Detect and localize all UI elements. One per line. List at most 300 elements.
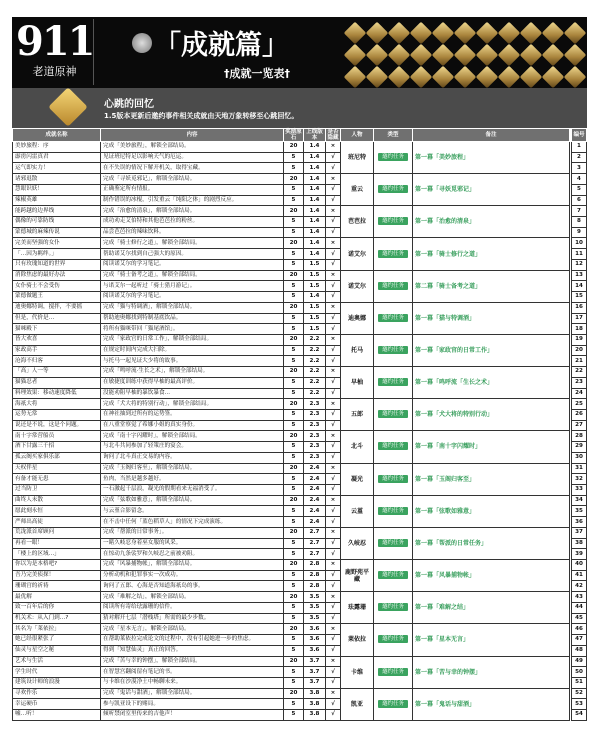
version: 2.4 — [304, 463, 326, 474]
type-cell — [374, 399, 413, 431]
character: 鹿野苑平藏 — [341, 560, 374, 592]
note: 第一幕「难解之结」 — [413, 592, 570, 624]
achievement-emblem-icon — [388, 66, 411, 89]
hidden-flag: √ — [326, 602, 341, 613]
type-cell — [374, 463, 413, 495]
hidden-flag: √ — [326, 667, 341, 678]
table-row — [13, 399, 587, 410]
achievement-content: 完成「弦歌如雅意」，解锁全部结局。 — [101, 495, 284, 506]
hidden-flag: × — [326, 206, 341, 217]
row-number: 51 — [572, 677, 587, 688]
achievement-name: 南十字常营船员 — [13, 431, 101, 442]
achievement-content: 倾听禁闭室里传来的吉他声！ — [101, 710, 284, 721]
row-number: 31 — [572, 463, 587, 474]
reward-primogems: 5 — [284, 581, 304, 592]
achievement-emblem-icon — [344, 66, 367, 89]
row-number: 13 — [572, 270, 587, 281]
achievement-table — [12, 128, 587, 721]
achievement-emblem-icon — [498, 22, 521, 45]
table-row — [13, 688, 587, 699]
type-badge: 邀约任务 — [378, 346, 408, 354]
hidden-flag: √ — [326, 452, 341, 463]
achievement-emblem-icon — [476, 44, 499, 67]
version: 2.2 — [304, 334, 326, 345]
row-number: 30 — [572, 452, 587, 463]
achievement-name: 女仆骑士不会受伤 — [13, 281, 101, 292]
hidden-flag: √ — [326, 163, 341, 174]
type-cell — [374, 206, 413, 238]
achievement-content: 一石激起千层浪，凝光的假期看来无福消受了。 — [101, 485, 284, 496]
reward-primogems: 5 — [284, 313, 304, 324]
row-number: 24 — [572, 388, 587, 399]
achievement-emblem-icon — [542, 66, 565, 89]
row-number: 4 — [572, 174, 587, 185]
achievement-emblem-icon — [520, 44, 543, 67]
achievement-name: 只有玫瑰知道的世界 — [13, 259, 101, 270]
achievement-name: 其名为「莱依拉」 — [13, 624, 101, 635]
hidden-flag: √ — [326, 217, 341, 228]
type-cell — [374, 238, 413, 270]
version: 3.7 — [304, 677, 326, 688]
version: 2.7 — [304, 527, 326, 538]
achievement-content: 与卡维在沙漠净土中畅聊未来。 — [101, 677, 284, 688]
achievement-content: 与云堇合影留念。 — [101, 506, 284, 517]
reward-primogems: 5 — [284, 217, 304, 228]
reward-primogems: 5 — [284, 645, 304, 656]
row-number: 46 — [572, 624, 587, 635]
hidden-flag: √ — [326, 570, 341, 581]
achievement-emblem-icon — [476, 66, 499, 89]
achievement-emblem-icon — [388, 44, 411, 67]
achievement-name: 完美而坚强的女仆 — [13, 238, 101, 249]
reward-primogems: 5 — [284, 635, 304, 646]
type-cell — [374, 688, 413, 720]
hidden-flag: × — [326, 656, 341, 667]
achievement-content: 没能劝阻早柚的暴饮暴食… — [101, 388, 284, 399]
achievement-name: 吾乃完美侦探！ — [13, 570, 101, 581]
reward-primogems: 5 — [284, 538, 304, 549]
banner — [12, 17, 587, 88]
type-badge: 邀约任务 — [378, 250, 408, 258]
row-number: 50 — [572, 667, 587, 678]
hidden-flag: √ — [326, 677, 341, 688]
hidden-flag: × — [326, 527, 341, 538]
row-number: 45 — [572, 613, 587, 624]
table-row — [13, 334, 587, 345]
hidden-flag: × — [326, 463, 341, 474]
achievement-content: 在智慧宫翻阅留有笔记的书。 — [101, 667, 284, 678]
row-number: 16 — [572, 302, 587, 313]
type-badge: 邀约任务 — [378, 539, 408, 547]
note: 第一幕「鸣呼流「生长之术」 — [413, 367, 570, 399]
achievement-emblem-icon — [366, 44, 389, 67]
table-row — [13, 592, 587, 603]
achievement-content: 完成「星本无言」，解锁全部结局。 — [101, 624, 284, 635]
achievement-name: 最优解 — [13, 592, 101, 603]
achievement-content: 完成「美妙旅程」，解锁全部结局。 — [101, 142, 284, 153]
type-badge: 邀约任务 — [378, 475, 408, 483]
row-number: 44 — [572, 602, 587, 613]
reward-primogems: 5 — [284, 152, 304, 163]
reward-primogems: 5 — [284, 485, 304, 496]
achievement-name: 机关术：从入门到…? — [13, 613, 101, 624]
reward-primogems: 5 — [284, 324, 304, 335]
character: 诺艾尔 — [341, 270, 374, 302]
version: 3.8 — [304, 688, 326, 699]
reward-primogems: 20 — [284, 302, 304, 313]
header-note: 备注 — [413, 129, 570, 142]
hidden-flag: √ — [326, 710, 341, 721]
row-number: 20 — [572, 345, 587, 356]
achievement-name: 运势无常 — [13, 409, 101, 420]
row-number: 42 — [572, 581, 587, 592]
version: 2.2 — [304, 377, 326, 388]
character: 重云 — [341, 174, 374, 206]
reward-primogems: 5 — [284, 281, 304, 292]
achievement-content: 一睹久岐忍身着巫女服的风采。 — [101, 538, 284, 549]
character: 诺艾尔 — [341, 238, 374, 270]
achievement-name: 美妙旅程：序 — [13, 142, 101, 153]
reward-primogems: 20 — [284, 270, 304, 281]
reward-primogems: 5 — [284, 442, 304, 453]
row-number: 52 — [572, 688, 587, 699]
reward-primogems: 20 — [284, 206, 304, 217]
type-cell — [374, 560, 413, 592]
note: 第一幕「玉阁归客至」 — [413, 463, 570, 495]
reward-primogems: 5 — [284, 388, 304, 399]
hidden-flag: √ — [326, 699, 341, 710]
reward-primogems: 5 — [284, 259, 304, 270]
version: 2.2 — [304, 367, 326, 378]
type-cell — [374, 592, 413, 624]
reward-primogems: 5 — [284, 292, 304, 303]
hidden-flag: √ — [326, 377, 341, 388]
reward-primogems: 20 — [284, 174, 304, 185]
type-cell — [374, 624, 413, 656]
reward-primogems: 5 — [284, 249, 304, 260]
version: 1.4 — [304, 152, 326, 163]
reward-primogems: 5 — [284, 710, 304, 721]
header-version: 上线版本 — [304, 129, 326, 142]
version: 1.5 — [304, 313, 326, 324]
achievement-emblem-icon — [564, 22, 587, 45]
achievement-name: 说还是不说，这是个问题。 — [13, 420, 101, 431]
achievement-name: 诸邪退散 — [13, 174, 101, 185]
hidden-flag: × — [326, 399, 341, 410]
achievement-emblem-icon — [410, 22, 433, 45]
achievement-content: 完成「家政官的日常工作」，解锁全部结局。 — [101, 334, 284, 345]
hidden-flag: × — [326, 431, 341, 442]
reward-primogems: 5 — [284, 549, 304, 560]
version: 2.3 — [304, 452, 326, 463]
note: 第二幕「骑士备考之道」 — [413, 270, 570, 302]
type-badge: 邀约任务 — [378, 603, 408, 611]
version: 1.4 — [304, 206, 326, 217]
character: 云堇 — [341, 495, 374, 527]
version: 3.5 — [304, 602, 326, 613]
version: 2.2 — [304, 388, 326, 399]
achievement-content: 完成「苦与幸的钟摆」，解锁全部结局。 — [101, 656, 284, 667]
achievement-emblem-icon — [432, 66, 455, 89]
reward-primogems: 5 — [284, 377, 304, 388]
header-character: 人物 — [341, 129, 374, 142]
hidden-flag: √ — [326, 645, 341, 656]
character: 久岐忍 — [341, 527, 374, 559]
version: 3.8 — [304, 699, 326, 710]
hidden-flag: × — [326, 688, 341, 699]
row-number: 21 — [572, 356, 587, 367]
achievement-content: 完成「骑士备考之道」，解锁全部结局。 — [101, 270, 284, 281]
section-header — [12, 88, 587, 128]
achievement-content: 完成「骑士修行之道」，解锁全部结局。 — [101, 238, 284, 249]
achievement-name: 「高」人一等 — [13, 367, 101, 378]
achievement-emblem-icon — [410, 66, 433, 89]
hidden-flag: √ — [326, 635, 341, 646]
achievement-name: 蒙德做题王 — [13, 292, 101, 303]
note: 第一幕「苦与幸的钟摆」 — [413, 656, 570, 688]
hidden-flag: √ — [326, 259, 341, 270]
reward-primogems: 20 — [284, 527, 304, 538]
achievement-content: 在敏捷度训练中获得早柚的最高评价。 — [101, 377, 284, 388]
achievement-content: 分析动机和犯罪事实一次成功。 — [101, 570, 284, 581]
hidden-flag: × — [326, 624, 341, 635]
reward-primogems: 5 — [284, 613, 304, 624]
section-description: 1.5版本更新后邀约事件相关成就由天地万象转移至心跳回忆。 — [104, 112, 299, 120]
note: 第一幕「家政官的日常工作」 — [413, 334, 570, 366]
row-number: 2 — [572, 152, 587, 163]
version: 1.5 — [304, 302, 326, 313]
type-cell — [374, 495, 413, 527]
row-number: 54 — [572, 710, 587, 721]
emblem-icon — [132, 33, 152, 53]
achievement-content: 阅读诺艾尔的学习笔记。 — [101, 292, 284, 303]
type-cell — [374, 431, 413, 463]
hidden-flag: √ — [326, 420, 341, 431]
achievement-content: 鱼肉，当然是越多越好。 — [101, 474, 284, 485]
version: 2.8 — [304, 581, 326, 592]
header-reward: 奖励原石 — [285, 129, 302, 141]
table-row — [13, 624, 587, 635]
version: 2.3 — [304, 442, 326, 453]
achievement-emblem-icon — [520, 66, 543, 89]
version: 1.5 — [304, 270, 326, 281]
achievement-name: 消除焦虑的最好办法 — [13, 270, 101, 281]
achievement-emblem-icon — [542, 22, 565, 45]
type-cell — [374, 174, 413, 206]
version: 1.5 — [304, 324, 326, 335]
hidden-flag: × — [326, 174, 341, 185]
reward-primogems: 5 — [284, 699, 304, 710]
hidden-flag: √ — [326, 409, 341, 420]
achievement-name: 过当防卫 — [13, 485, 101, 496]
row-number: 38 — [572, 538, 587, 549]
version: 2.4 — [304, 474, 326, 485]
reward-primogems: 5 — [284, 517, 304, 528]
character: 迪奥娜 — [341, 302, 374, 334]
type-badge: 邀约任务 — [378, 635, 408, 643]
hidden-flag: √ — [326, 195, 341, 206]
hidden-flag: × — [326, 495, 341, 506]
version: 1.4 — [304, 195, 326, 206]
character: 芭芭拉 — [341, 206, 374, 238]
character: 托马 — [341, 334, 374, 366]
achievement-content: 得到「知慧仙灵」真正的回答。 — [101, 645, 284, 656]
row-number: 47 — [572, 635, 587, 646]
achievement-name: 致一百年后的你 — [13, 602, 101, 613]
achievement-name: 她已经很紧张了 — [13, 635, 101, 646]
note: 第一幕「寻妖觅邪记」 — [413, 174, 570, 206]
achievement-content: 完成「鸣呼流·生长之术」，解锁全部结局。 — [101, 367, 284, 378]
achievement-name: 酒下甘露三千招 — [13, 442, 101, 453]
hidden-flag: × — [326, 592, 341, 603]
hidden-flag: √ — [326, 227, 341, 238]
hidden-flag: √ — [326, 581, 341, 592]
hidden-flag: √ — [326, 506, 341, 517]
achievement-emblem-icon — [454, 22, 477, 45]
achievement-content: 与北斗共同参加了轻策庄的宴会。 — [101, 442, 284, 453]
header-name: 成就名称 — [13, 129, 101, 142]
hidden-flag: √ — [326, 345, 341, 356]
note: 第一幕「猫与特调酒」 — [413, 302, 570, 334]
reward-primogems: 5 — [284, 420, 304, 431]
hidden-flag: √ — [326, 474, 341, 485]
header-content: 内容 — [101, 129, 284, 142]
version: 1.4 — [304, 163, 326, 174]
version: 2.7 — [304, 549, 326, 560]
achievement-content: 在帮助莱依拉完成论文的过程中，没有引起她进一步的焦虑。 — [101, 635, 284, 646]
version: 2.3 — [304, 431, 326, 442]
type-cell — [374, 270, 413, 302]
achievement-name: 猫咪殿下 — [13, 324, 101, 335]
version: 3.6 — [304, 624, 326, 635]
version: 3.7 — [304, 656, 326, 667]
achievement-name: 寻欢作乐 — [13, 688, 101, 699]
logo: 911 老道原神 — [16, 19, 94, 85]
row-number: 7 — [572, 206, 587, 217]
achievement-content: 完成「治愈的清泉」，解锁全部结局。 — [101, 206, 284, 217]
type-badge: 邀约任务 — [378, 700, 408, 708]
note: 第一幕「帮派的日常任务」 — [413, 527, 570, 559]
table-row — [13, 206, 587, 217]
page-subtitle: †成就一览表† — [224, 67, 290, 80]
version: 2.2 — [304, 345, 326, 356]
hidden-flag: √ — [326, 549, 341, 560]
achievement-name: 幸运硬币 — [13, 699, 101, 710]
achievement-content: 帮助迪奥娜找到特制基底饮品。 — [101, 313, 284, 324]
hidden-flag: × — [326, 334, 341, 345]
row-number: 29 — [572, 442, 587, 453]
achievement-name: 能跨越的边界线 — [13, 206, 101, 217]
reward-primogems: 20 — [284, 238, 304, 249]
achievement-emblem-icon — [542, 44, 565, 67]
version: 2.4 — [304, 517, 326, 528]
achievement-emblem-icon — [432, 22, 455, 45]
achievement-content: 阅读诺艾尔的学习笔记。 — [101, 259, 284, 270]
character: 凝光 — [341, 463, 374, 495]
character: 五郎 — [341, 399, 374, 431]
reward-primogems: 20 — [284, 399, 304, 410]
hidden-flag: × — [326, 270, 341, 281]
version: 1.4 — [304, 227, 326, 238]
achievement-content: 完成「玉阁归客至」，解锁全部结局。 — [101, 463, 284, 474]
version: 1.5 — [304, 259, 326, 270]
type-badge: 邀约任务 — [378, 314, 408, 322]
row-number: 34 — [572, 495, 587, 506]
row-number: 14 — [572, 281, 587, 292]
type-badge: 邀约任务 — [378, 507, 408, 515]
achievement-content: 阅读所有寄给珐露珊的信件。 — [101, 602, 284, 613]
achievement-name: 孤云阁买家俱乐部 — [13, 452, 101, 463]
note: 第一幕「风暴捕物帐」 — [413, 560, 570, 592]
achievement-content: 成功劝走艾伯特和其他芭芭拉的粉丝。 — [101, 217, 284, 228]
row-number: 37 — [572, 527, 587, 538]
achievement-name: 建筑设计师的浪漫 — [13, 677, 101, 688]
achievement-content: 完成「南十字闪耀时」，解锁全部结局。 — [101, 431, 284, 442]
hidden-flag: × — [326, 142, 341, 153]
reward-primogems: 20 — [284, 592, 304, 603]
row-number: 5 — [572, 184, 587, 195]
reward-primogems: 5 — [284, 409, 304, 420]
achievement-name: 愿此刻永恒 — [13, 506, 101, 517]
table-row — [13, 463, 587, 474]
table-row — [13, 174, 587, 185]
achievement-content: 与托马一起见证大少将的故事。 — [101, 356, 284, 367]
version: 2.8 — [304, 570, 326, 581]
achievement-content: 见证班尼特足以影响天气的厄运。 — [101, 152, 284, 163]
row-number: 27 — [572, 420, 587, 431]
row-number: 41 — [572, 570, 587, 581]
version: 1.4 — [304, 184, 326, 195]
row-number: 49 — [572, 656, 587, 667]
achievement-name: 家政高手 — [13, 345, 101, 356]
achievement-content: 与诺艾尔一起听过「骑士猎月游记」。 — [101, 281, 284, 292]
note: 第一幕「犬大将的特别行动」 — [413, 399, 570, 431]
character: 莱依拉 — [341, 624, 374, 656]
row-number: 18 — [572, 324, 587, 335]
achievement-content: 正确鉴定所有情报。 — [101, 184, 284, 195]
achievement-content: 完成「寻妖觅邪记」，解锁全部结局。 — [101, 174, 284, 185]
row-number: 8 — [572, 217, 587, 228]
note: 第一幕「骑士修行之道」 — [413, 238, 570, 270]
achievement-name: 沧海不归客 — [13, 356, 101, 367]
reward-primogems: 20 — [284, 624, 304, 635]
hidden-flag: √ — [326, 249, 341, 260]
achievement-content: 在惊动九条裟罗和久岐忍之前被劝阻。 — [101, 549, 284, 560]
reward-primogems: 20 — [284, 367, 304, 378]
achievement-name: 你以为是本格吧? — [13, 560, 101, 571]
character: 早柚 — [341, 367, 374, 399]
type-cell — [374, 142, 413, 174]
type-cell — [374, 656, 413, 688]
achievement-emblem-icon — [344, 44, 367, 67]
version: 2.8 — [304, 560, 326, 571]
achievement-emblem-icon — [498, 44, 521, 67]
reward-primogems: 20 — [284, 334, 304, 345]
achievement-name: 霹雳闪雷真君 — [13, 152, 101, 163]
character: 卡维 — [341, 656, 374, 688]
table-row — [13, 238, 587, 249]
table-row — [13, 431, 587, 442]
type-badge: 邀约任务 — [378, 378, 408, 386]
note: 第一幕「星本无言」 — [413, 624, 570, 656]
row-number: 17 — [572, 313, 587, 324]
version: 3.8 — [304, 710, 326, 721]
reward-primogems: 20 — [284, 656, 304, 667]
achievement-emblem-icon — [520, 22, 543, 45]
version: 3.7 — [304, 667, 326, 678]
achievement-content: 完成「帮派的日常事务」。 — [101, 527, 284, 538]
type-badge: 邀约任务 — [378, 153, 408, 161]
